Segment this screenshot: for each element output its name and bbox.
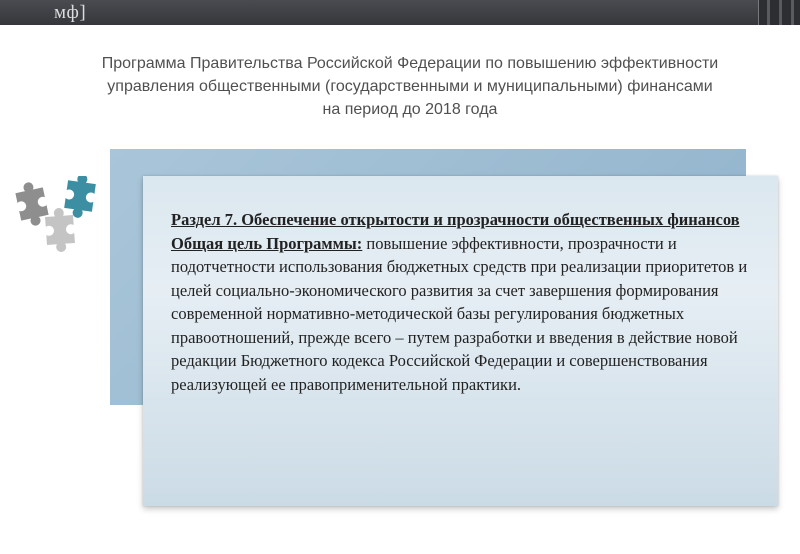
puzzle-pieces-icon (14, 176, 106, 254)
goal-text: повышение эффективности, прозрачности и подотчетности использования бюджетных средств при реализации приоритетов и целей социально-экономического развития за счет завершения формирования современной нормативно-методической базы регулирования бюджетных правоотношений, прежде всего – путем разработки и введения в действие новой редакции Бюджетного кодекса Российской Федерации и совершенствования реализующей ее правоприменительной практики. (171, 233, 748, 394)
content-text (171, 208, 761, 396)
slide-title: Программа Правительства Российской Федерации по повышению эффективности управления общественными (государственными и муниципальными) финансами на период до 2018 года (101, 55, 719, 118)
corner-decoration (758, 0, 800, 25)
logo: мф] (54, 2, 87, 23)
goal-label: Общая цель Программы: (171, 233, 363, 253)
top-bar (0, 0, 800, 25)
content-panel (143, 176, 778, 506)
section-heading: Раздел 7. Обеспечение открытости и прозрачности общественных финансов (171, 210, 740, 229)
